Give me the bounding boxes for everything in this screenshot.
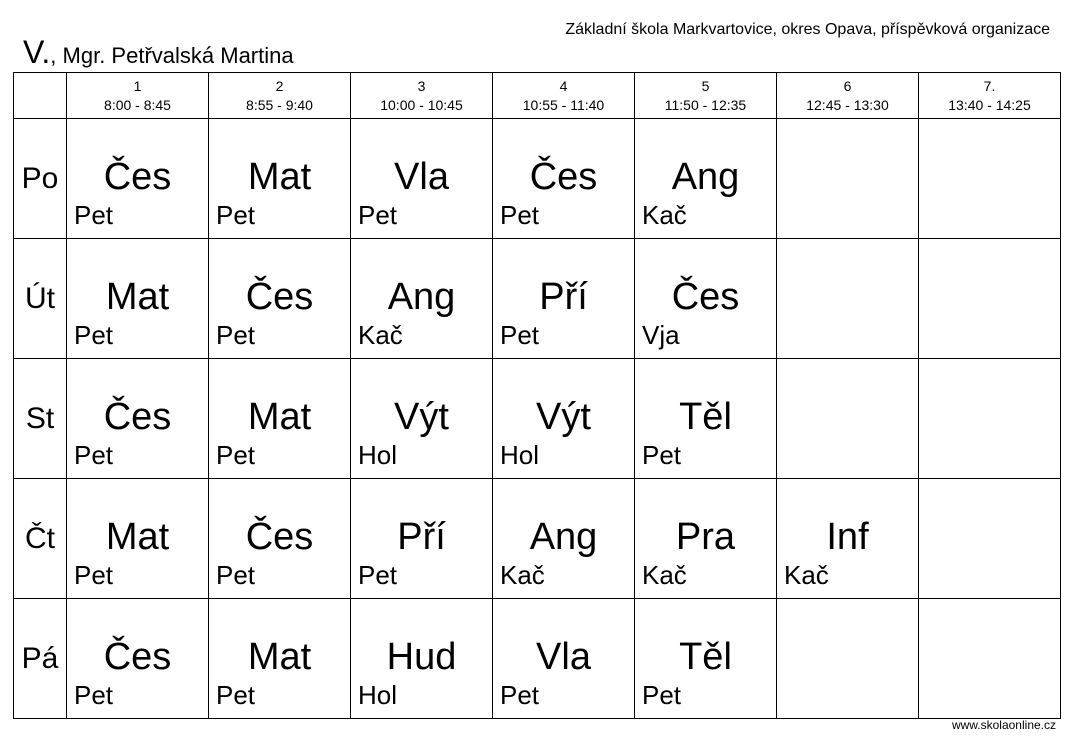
timetable — [13, 72, 1061, 719]
lesson-subject: Pří — [539, 276, 588, 318]
lesson-cell — [493, 359, 635, 479]
period-header-row — [14, 73, 1061, 119]
lesson-subject: Čes — [245, 276, 314, 318]
lesson-teacher: Pet — [216, 320, 256, 350]
lesson-teacher: Hol — [358, 680, 398, 710]
day-label: Pá — [14, 599, 67, 719]
period-time: 10:00 - 10:45 — [380, 96, 463, 113]
teacher-name: , Mgr. Petřvalská Martina — [50, 43, 294, 68]
lesson-cell — [209, 359, 351, 479]
lesson-subject: Pří — [397, 516, 446, 558]
lesson-teacher: Hol — [358, 440, 398, 470]
lesson-cell — [919, 239, 1061, 359]
lesson-subject: Mat — [105, 276, 170, 318]
lesson-teacher: Pet — [500, 200, 540, 230]
lesson-cell — [493, 599, 635, 719]
lesson-cell — [493, 119, 635, 239]
period-header — [67, 73, 209, 119]
lesson-teacher: Pet — [216, 680, 256, 710]
period-time: 10:55 - 11:40 — [522, 96, 605, 113]
lesson-subject: Čes — [103, 156, 172, 198]
lesson-cell — [919, 119, 1061, 239]
lesson-cell — [67, 239, 209, 359]
period-header — [209, 73, 351, 119]
lesson-teacher: Hol — [500, 440, 540, 470]
period-time: 8:55 - 9:40 — [246, 96, 313, 113]
lesson-subject: Inf — [826, 516, 869, 558]
period-time: 13:40 - 14:25 — [948, 96, 1031, 113]
lesson-cell — [777, 479, 919, 599]
lesson-subject: Čes — [245, 516, 314, 558]
day-row — [14, 119, 1061, 239]
day-label: Út — [14, 239, 67, 359]
lesson-teacher: Pet — [74, 560, 114, 590]
lesson-subject: Mat — [247, 156, 312, 198]
lesson-cell — [209, 479, 351, 599]
lesson-subject: Mat — [247, 636, 312, 678]
period-time: 12:45 - 13:30 — [806, 96, 889, 113]
lesson-cell — [209, 599, 351, 719]
lesson-teacher: Pet — [500, 320, 540, 350]
lesson-teacher: Kač — [642, 200, 687, 230]
period-number: 4 — [559, 77, 568, 94]
lesson-cell — [635, 479, 777, 599]
lesson-cell — [209, 239, 351, 359]
lesson-cell — [635, 119, 777, 239]
period-header — [777, 73, 919, 119]
lesson-cell — [67, 359, 209, 479]
period-number: 7. — [983, 77, 996, 94]
period-number: 6 — [843, 77, 852, 94]
lesson-cell — [635, 359, 777, 479]
period-number: 5 — [701, 77, 710, 94]
lesson-subject: Ang — [671, 156, 740, 198]
lesson-teacher: Pet — [74, 440, 114, 470]
lesson-cell — [351, 479, 493, 599]
lesson-cell — [351, 359, 493, 479]
lesson-subject: Čes — [529, 156, 598, 198]
school-name: Základní škola Markvartovice, okres Opava, příspěvková organizace — [565, 21, 1050, 38]
period-header — [351, 73, 493, 119]
timetable-body — [14, 119, 1061, 719]
lesson-subject: Mat — [247, 396, 312, 438]
footer-link[interactable]: www.skolaonline.cz — [951, 718, 1056, 732]
lesson-subject: Čes — [671, 276, 740, 318]
lesson-cell — [777, 599, 919, 719]
lesson-teacher: Pet — [642, 440, 682, 470]
lesson-subject: Výt — [536, 396, 591, 438]
day-row — [14, 359, 1061, 479]
period-number: 1 — [133, 77, 142, 94]
lesson-cell — [351, 599, 493, 719]
lesson-cell — [67, 119, 209, 239]
lesson-cell — [209, 119, 351, 239]
lesson-teacher: Pet — [358, 200, 398, 230]
page-title — [23, 34, 294, 71]
lesson-subject: Čes — [103, 636, 172, 678]
lesson-subject: Hud — [386, 636, 457, 678]
day-row — [14, 599, 1061, 719]
day-label: Čt — [14, 479, 67, 599]
lesson-subject: Vla — [394, 156, 449, 198]
lesson-teacher: Kač — [500, 560, 545, 590]
lesson-subject: Výt — [394, 396, 449, 438]
period-number: 2 — [275, 77, 284, 94]
lesson-teacher: Vja — [642, 320, 680, 350]
lesson-teacher: Pet — [358, 560, 398, 590]
corner-cell — [14, 73, 67, 119]
lesson-teacher: Pet — [500, 680, 540, 710]
period-header — [493, 73, 635, 119]
lesson-cell — [919, 359, 1061, 479]
day-label: St — [14, 359, 67, 479]
lesson-teacher: Kač — [784, 560, 829, 590]
lesson-cell — [493, 239, 635, 359]
lesson-cell — [919, 599, 1061, 719]
lesson-subject: Těl — [679, 396, 732, 438]
day-row — [14, 479, 1061, 599]
lesson-cell — [351, 119, 493, 239]
lesson-cell — [493, 479, 635, 599]
lesson-teacher: Pet — [74, 320, 114, 350]
period-time: 11:50 - 12:35 — [664, 96, 747, 113]
lesson-cell — [635, 239, 777, 359]
lesson-cell — [919, 479, 1061, 599]
day-row — [14, 239, 1061, 359]
lesson-subject: Pra — [675, 516, 736, 558]
lesson-cell — [67, 599, 209, 719]
lesson-teacher: Pet — [216, 560, 256, 590]
lesson-teacher: Pet — [74, 200, 114, 230]
lesson-teacher: Pet — [74, 680, 114, 710]
lesson-cell — [351, 239, 493, 359]
lesson-cell — [777, 119, 919, 239]
lesson-subject: Vla — [536, 636, 591, 678]
lesson-subject: Ang — [387, 276, 456, 318]
lesson-cell — [67, 479, 209, 599]
period-header — [919, 73, 1061, 119]
period-number: 3 — [417, 77, 426, 94]
day-label: Po — [14, 119, 67, 239]
lesson-subject: Těl — [679, 636, 732, 678]
lesson-cell — [777, 359, 919, 479]
class-name: V. — [23, 34, 51, 70]
lesson-cell — [777, 239, 919, 359]
lesson-teacher: Pet — [642, 680, 682, 710]
lesson-cell — [635, 599, 777, 719]
period-header — [635, 73, 777, 119]
lesson-teacher: Kač — [642, 560, 687, 590]
lesson-teacher: Pet — [216, 200, 256, 230]
lesson-subject: Ang — [529, 516, 598, 558]
lesson-teacher: Kač — [358, 320, 403, 350]
period-time: 8:00 - 8:45 — [104, 96, 171, 113]
lesson-subject: Čes — [103, 396, 172, 438]
lesson-teacher: Pet — [216, 440, 256, 470]
lesson-subject: Mat — [105, 516, 170, 558]
